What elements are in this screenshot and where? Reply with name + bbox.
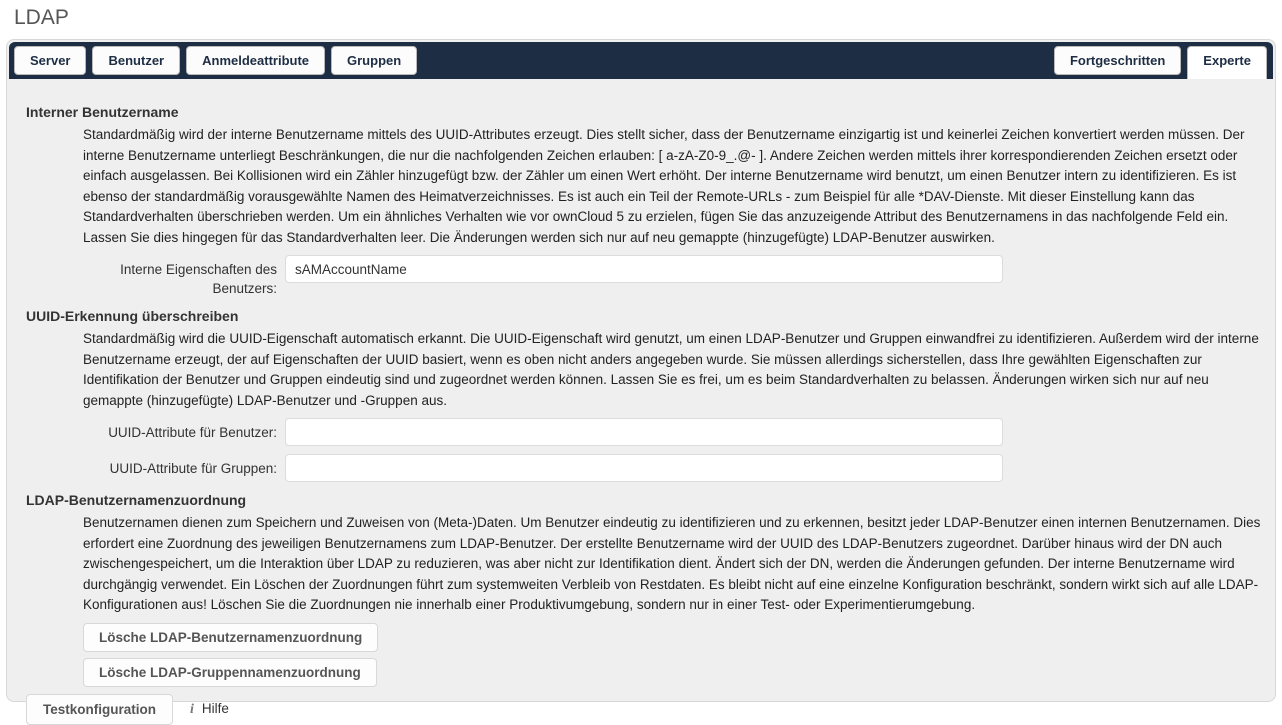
internal-username-attribute-label: Interne Eigenschaften des Benutzers:	[120, 262, 277, 296]
tab-bar	[9, 42, 1273, 79]
internal-username-field-row	[77, 255, 1263, 298]
ldap-settings-panel	[6, 39, 1276, 717]
internal-username-description: Standardmäßig wird der interne Benutzername mittels des UUID-Attributes erzeugt. Dies stellt sicher, dass der Benutzername einzigartig ist und keinerlei Zeichen konvertiert werden müssen. Der interne Benutzername unterliegt Beschränkungen, die nur die nachfolgenden Zeichen erlauben: [ a-zA-Z0-9_.@- ]. Andere Zeichen werden mittels ihrer korrespondierenden Zeichen ersetzt oder einfach ausgelassen. Bei Kollisionen wird ein Zähler hinzugefügt bzw. der Zähler um einen Wert erhöht. Der interne Benutzername wird benutzt, um einen Benutzer intern zu identifizieren. Es ist ebenso der standardmäßig vorausgewählte Namen des Heimatverzeichnisses. Es ist auch ein Teil der Remote-URLs - zum Beispiel für alle *DAV-Dienste. Mit dieser Einstellung kann das Standardverhalten überschrieben werden. Um ein ähnliches Verhalten wie vor ownCloud 5 zu erzielen, fügen Sie das anzuzeigende Attribut des Benutzernamens in das nachfolgende Feld ein. Lassen Sie dies hingegen für das Standardverhalten leer. Die Änderungen werden sich nur auf neu gemappte (hinzugefügte) LDAP-Benutzer auswirken.	[83, 127, 1245, 245]
internal-username-heading: Interner Benutzername	[26, 104, 179, 120]
clear-groupname-mapping-button[interactable]: Lösche LDAP-Gruppennamenzuordnung	[83, 658, 377, 687]
page-title: LDAP	[14, 6, 69, 29]
help-link[interactable]	[190, 701, 229, 718]
username-mapping-heading: LDAP-Benutzernamenzuordnung	[26, 492, 247, 508]
clear-username-mapping-button[interactable]: Lösche LDAP-Benutzernamenzuordnung	[83, 623, 378, 652]
expert-tab-content	[7, 81, 1275, 725]
uuid-groups-field-row	[77, 454, 1263, 482]
uuid-groups-attribute-input[interactable]	[285, 454, 1003, 482]
uuid-override-description: Standardmäßig wird die UUID-Eigenschaft automatisch erkannt. Die UUID-Eigenschaft wird genutzt, um einen LDAP-Benutzer und Gruppen einwandfrei zu identifizieren. Außerdem wird der interne Benutzername erzeugt, der auf Eigenschaften der UUID basiert, wenn es oben nicht anders angegeben wurde. Sie müssen allerdings sicherstellen, dass Ihre gewählten Eigenschaften zur Identifikation der Benutzer und Gruppen eindeutig sind und zugeordnet werden können. Lassen Sie es frei, um es beim Standardverhalten zu belassen. Änderungen wirken sich nur auf neu gemappte (hinzugefügte) LDAP-Benutzer und -Gruppen aus.	[83, 331, 1259, 408]
tab-benutzer[interactable]: Benutzer	[92, 46, 180, 75]
tab-server[interactable]: Server	[14, 46, 86, 75]
info-icon: i	[190, 701, 194, 717]
uuid-override-heading: UUID-Erkennung überschreiben	[26, 308, 239, 324]
test-configuration-button[interactable]: Testkonfiguration	[26, 694, 173, 725]
internal-username-attribute-input[interactable]	[285, 255, 1003, 283]
uuid-users-attribute-input[interactable]	[285, 418, 1003, 446]
help-link-label: Hilfe	[201, 700, 229, 716]
tab-gruppen[interactable]: Gruppen	[331, 46, 417, 75]
footer-actions	[26, 694, 1263, 725]
tab-experte[interactable]: Experte	[1187, 46, 1267, 79]
uuid-groups-attribute-label: UUID-Attribute für Gruppen:	[109, 461, 277, 476]
tab-fortgeschritten[interactable]: Fortgeschritten	[1054, 46, 1181, 75]
username-mapping-description: Benutzernamen dienen zum Speichern und Zuweisen von (Meta-)Daten. Um Benutzer eindeutig zu identifizieren und zu erkennen, besitzt jeder LDAP-Benutzer einen internen Benutzernamen. Dies erfordert eine Zuordnung des jeweiligen Benutzernamens zum LDAP-Benutzer. Der erstellte Benutzername wird der UUID des LDAP-Benutzers zugeordnet. Darüber hinaus wird der DN auch zwischengespeichert, um die Interaktion über LDAP zu reduzieren, was aber nicht zur Identifikation dient. Ändert sich der DN, werden die Änderungen gefunden. Der interne Benutzername wird durchgängig verwendet. Ein Löschen der Zuordnungen führt zum systemweiten Verbleib von Restdaten. Es bleibt nicht auf eine einzelne Konfiguration beschränkt, sondern wirkt sich auf alle LDAP-Konfigurationen aus! Löschen Sie die Zuordnungen nie innerhalb einer Produktivumgebung, sondern nur in einer Test- oder Experimentierumgebung.	[83, 515, 1261, 612]
uuid-users-attribute-label: UUID-Attribute für Benutzer:	[108, 425, 277, 440]
uuid-users-field-row	[77, 418, 1263, 446]
tab-anmeldeattribute[interactable]: Anmeldeattribute	[186, 46, 325, 75]
